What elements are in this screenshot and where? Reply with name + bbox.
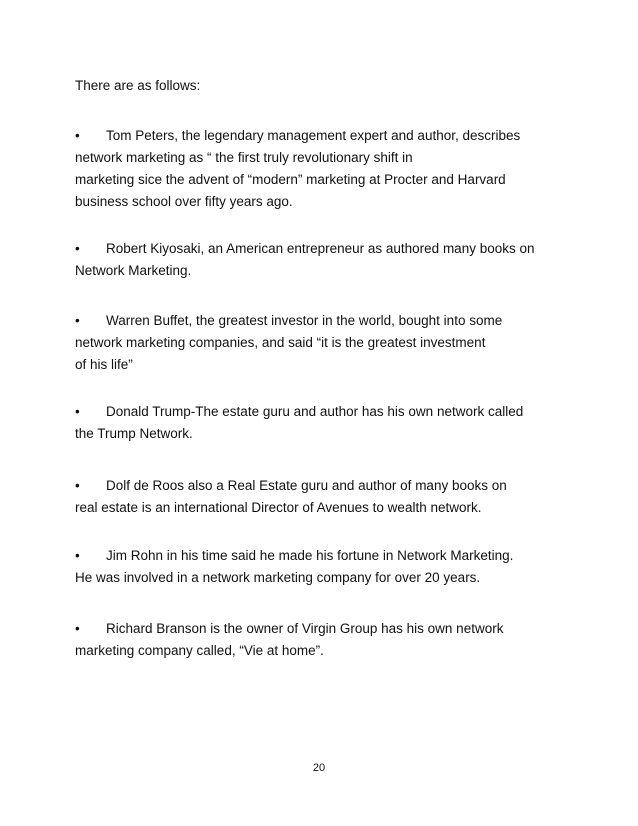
- item-line: [75, 310, 575, 332]
- bullet-icon: •: [75, 128, 80, 143]
- item-text: Robert Kiyosaki, an American entrepreneur as authored many books on: [106, 241, 535, 256]
- item-line: [75, 545, 575, 567]
- list-item-donald-trump: [75, 401, 575, 445]
- item-line: business school over fifty years ago.: [75, 194, 293, 209]
- list-item-richard-branson: [75, 618, 575, 662]
- item-line: [75, 238, 575, 260]
- item-line: marketing sice the advent of “modern” marketing at Procter and Harvard: [75, 172, 506, 187]
- item-line: network marketing companies, and said “it is the greatest investment: [75, 335, 486, 350]
- item-line: the Trump Network.: [75, 426, 193, 441]
- item-line: Network Marketing.: [75, 263, 192, 278]
- page-number: 20: [312, 762, 326, 774]
- item-line: marketing company called, “Vie at home”.: [75, 643, 324, 658]
- item-text: Dolf de Roos also a Real Estate guru and author of many books on: [106, 478, 507, 493]
- bullet-icon: •: [75, 621, 80, 636]
- list-item-warren-buffet: [75, 310, 575, 376]
- list-item-tom-peters: [75, 125, 575, 213]
- item-text: Jim Rohn in his time said he made his fortune in Network Marketing.: [106, 548, 514, 563]
- bullet-icon: •: [75, 404, 80, 419]
- item-text: Tom Peters, the legendary management expert and author, describes: [106, 128, 521, 143]
- item-line: [75, 475, 575, 497]
- item-line: network marketing as “ the first truly revolutionary shift in: [75, 150, 413, 165]
- item-line: [75, 401, 575, 423]
- item-line: real estate is an international Director of Avenues to wealth network.: [75, 500, 482, 515]
- item-line: [75, 125, 575, 147]
- item-line: [75, 618, 575, 640]
- item-text: Donald Trump-The estate guru and author has his own network called: [106, 404, 524, 419]
- item-line: He was involved in a network marketing company for over 20 years.: [75, 570, 481, 585]
- list-item-dolf-de-roos: [75, 475, 575, 519]
- list-item-robert-kiyosaki: [75, 238, 575, 282]
- list-item-jim-rohn: [75, 545, 575, 589]
- item-line: of his life”: [75, 357, 133, 372]
- bullet-icon: •: [75, 313, 80, 328]
- bullet-icon: •: [75, 478, 80, 493]
- intro-text: There are as follows:: [75, 78, 201, 93]
- item-text: Richard Branson is the owner of Virgin Group has his own network: [106, 621, 504, 636]
- item-text: Warren Buffet, the greatest investor in the world, bought into some: [106, 313, 503, 328]
- bullet-icon: •: [75, 241, 80, 256]
- bullet-icon: •: [75, 548, 80, 563]
